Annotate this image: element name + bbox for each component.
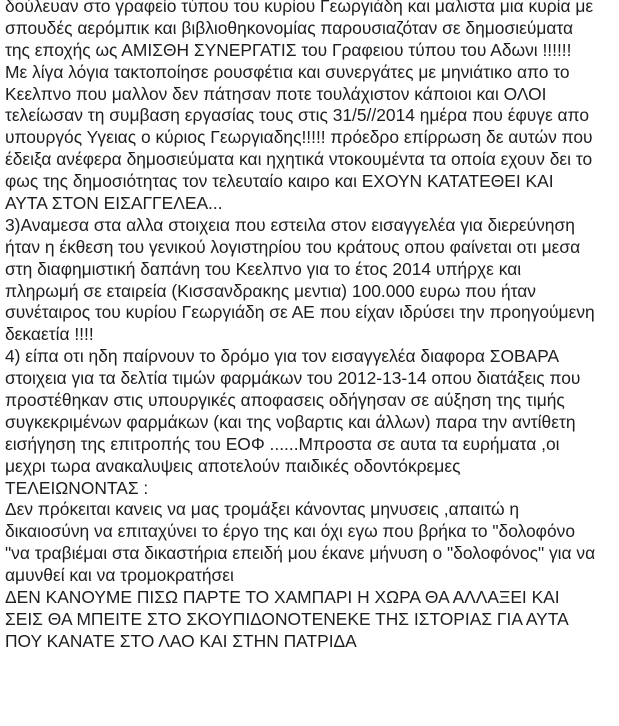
post-line: υπουργός Υγειας ο κύριος Γεωργιαδης!!!!! πρόεδρο επίρρωση δε αυτών που — [5, 127, 593, 148]
post-line: έδειξα ανέφερα δημοσιεύματα και ηχητικά ντοκουμέντα τα οποία εχουν δει το — [5, 149, 593, 170]
post-line: εισήγηση της επιτροπής του ΕΟΦ ......Μπροστα σε αυτα τα ευρήματα ,οι — [5, 433, 560, 454]
post-line: προστέθηκαν στις υπουργικές αποφασεις οδήγησαν σε αύξηση της τιμής — [5, 390, 565, 411]
post-line: ΤΕΛΕΙΩΝΟΝΤΑΣ : — [5, 477, 149, 498]
post-line: συγκεκριμένων φαρμάκων (και της νοβαρτις και άλλων) παρα την αντίθετη — [5, 411, 576, 432]
post-line: Δεν πρόκειται κανεις να μας τρομάξει κάνοντας μηνυσεις ,απαιτώ η — [5, 499, 520, 520]
post-line: αμυνθεί και να τρομοκρατήσει — [5, 565, 234, 586]
post-line: σπουδές αερόμπικ και βιβλιοθηκονομίας παρουσιαζόταν σε δημοσιεύματα — [5, 17, 574, 38]
post-line: στη διαφημιστική δαπάνη του Κεελπνο για το έτος 2014 υπήρχε και — [5, 258, 522, 279]
post-line: πληρωμή σε εταιρεία (Κισσανδρακης μεντια) 100.000 ευρω που ήταν — [5, 280, 536, 301]
post-line: τελείωσαν τη συμβαση εργασίας τους στις 31/5//2014 ημέρα που έφυγε απο — [5, 105, 590, 126]
post-line: ΠΟΥ ΚΑΝΑΤΕ ΣΤΟ ΛΑΟ ΚΑΙ ΣΤΗΝ ΠΑΤΡΙΔΑ — [5, 630, 357, 651]
post-line: δούλευαν στο γραφείο τύπου του κυρίου Γεωργιάδη και μαλιστα μια κυρία με — [5, 0, 594, 16]
post-line: ήταν η έκθεση του γενικού λογιστηρίου του κράτους οπου φαίνεται οτι μεσα — [5, 236, 581, 257]
post-line: μεχρι τωρα ανακαλυψεις αποτελούν παιδικές οδοντόκρεμες — [5, 455, 461, 476]
post-line: "να τραβιέμαι στα δικαστήρια επειδή μου έκανε μήνυση ο "δολοφόνος" για να — [5, 543, 596, 564]
post-line: δεκαετία !!!! — [5, 324, 94, 345]
post-line: 3)Αναμεσα στα αλλα στοιχεια που εστειλα στον εισαγγελέα για διερεύνηση — [5, 214, 575, 235]
post-line: της εποχής ως ΑΜΙΣΘΗ ΣΥΝΕΡΓΑΤΙΣ του Γραφειου τύπου του Αδωνι !!!!!! — [5, 39, 572, 60]
post-line: ΔΕΝ ΚΑΝΟΥΜΕ ΠΙΣΩ ΠΑΡΤΕ ΤΟ ΧΑΜΠΑΡΙ Η ΧΩΡΑ ΘΑ ΑΛΛΑΞΕΙ ΚΑΙ — [5, 587, 560, 608]
post-line: Με λίγα λόγια τακτοποίησε ρουσφέτια και συνεργάτες με μηνιάτικο απο το — [5, 61, 570, 82]
post-line: φως της δημοσιότητας τον τελευταίο καιρο και ΕΧΟΥΝ ΚΑΤΑΤΕΘΕΙ ΚΑΙ — [5, 171, 554, 192]
post-line: ΑΥΤΑ ΣΤΟΝ ΕΙΣΑΓΓΕΛΕΑ... — [5, 193, 223, 214]
post-line: 4) είπα οτι ηδη παίρνουν το δρόμο για τον εισαγγελέα διαφορα ΣΟΒΑΡΑ — [5, 346, 560, 367]
post-line: δικαιοσύνη να επιταχύνει το έργο της και όχι εγω που βρήκα το "δολοφόνο — [5, 521, 576, 542]
post-line: ΣΕΙΣ ΘΑ ΜΠΕΙΤΕ ΣΤΟ ΣΚΟΥΠΙΔΟΝΟΤΕΝΕΚΕ ΤΗΣ ΙΣΤΟΡΙΑΣ ΓΙΑ ΑΥΤΑ — [5, 608, 569, 629]
post-line: Κεελπνο που μαλλον δεν πάτησαν ποτε τουλάχιστον κάποιοι και ΟΛΟΙ — [5, 83, 547, 104]
post-line: συνέταιρος του κυρίου Γεωργιάδη σε ΑΕ που είχαν ιδρύσει την προηγούμενη — [5, 302, 595, 323]
post-line: στοιχεια για τα δελτία τιμών φαρμάκων του 2012-13-14 οπου διατάξεις που — [5, 368, 581, 389]
